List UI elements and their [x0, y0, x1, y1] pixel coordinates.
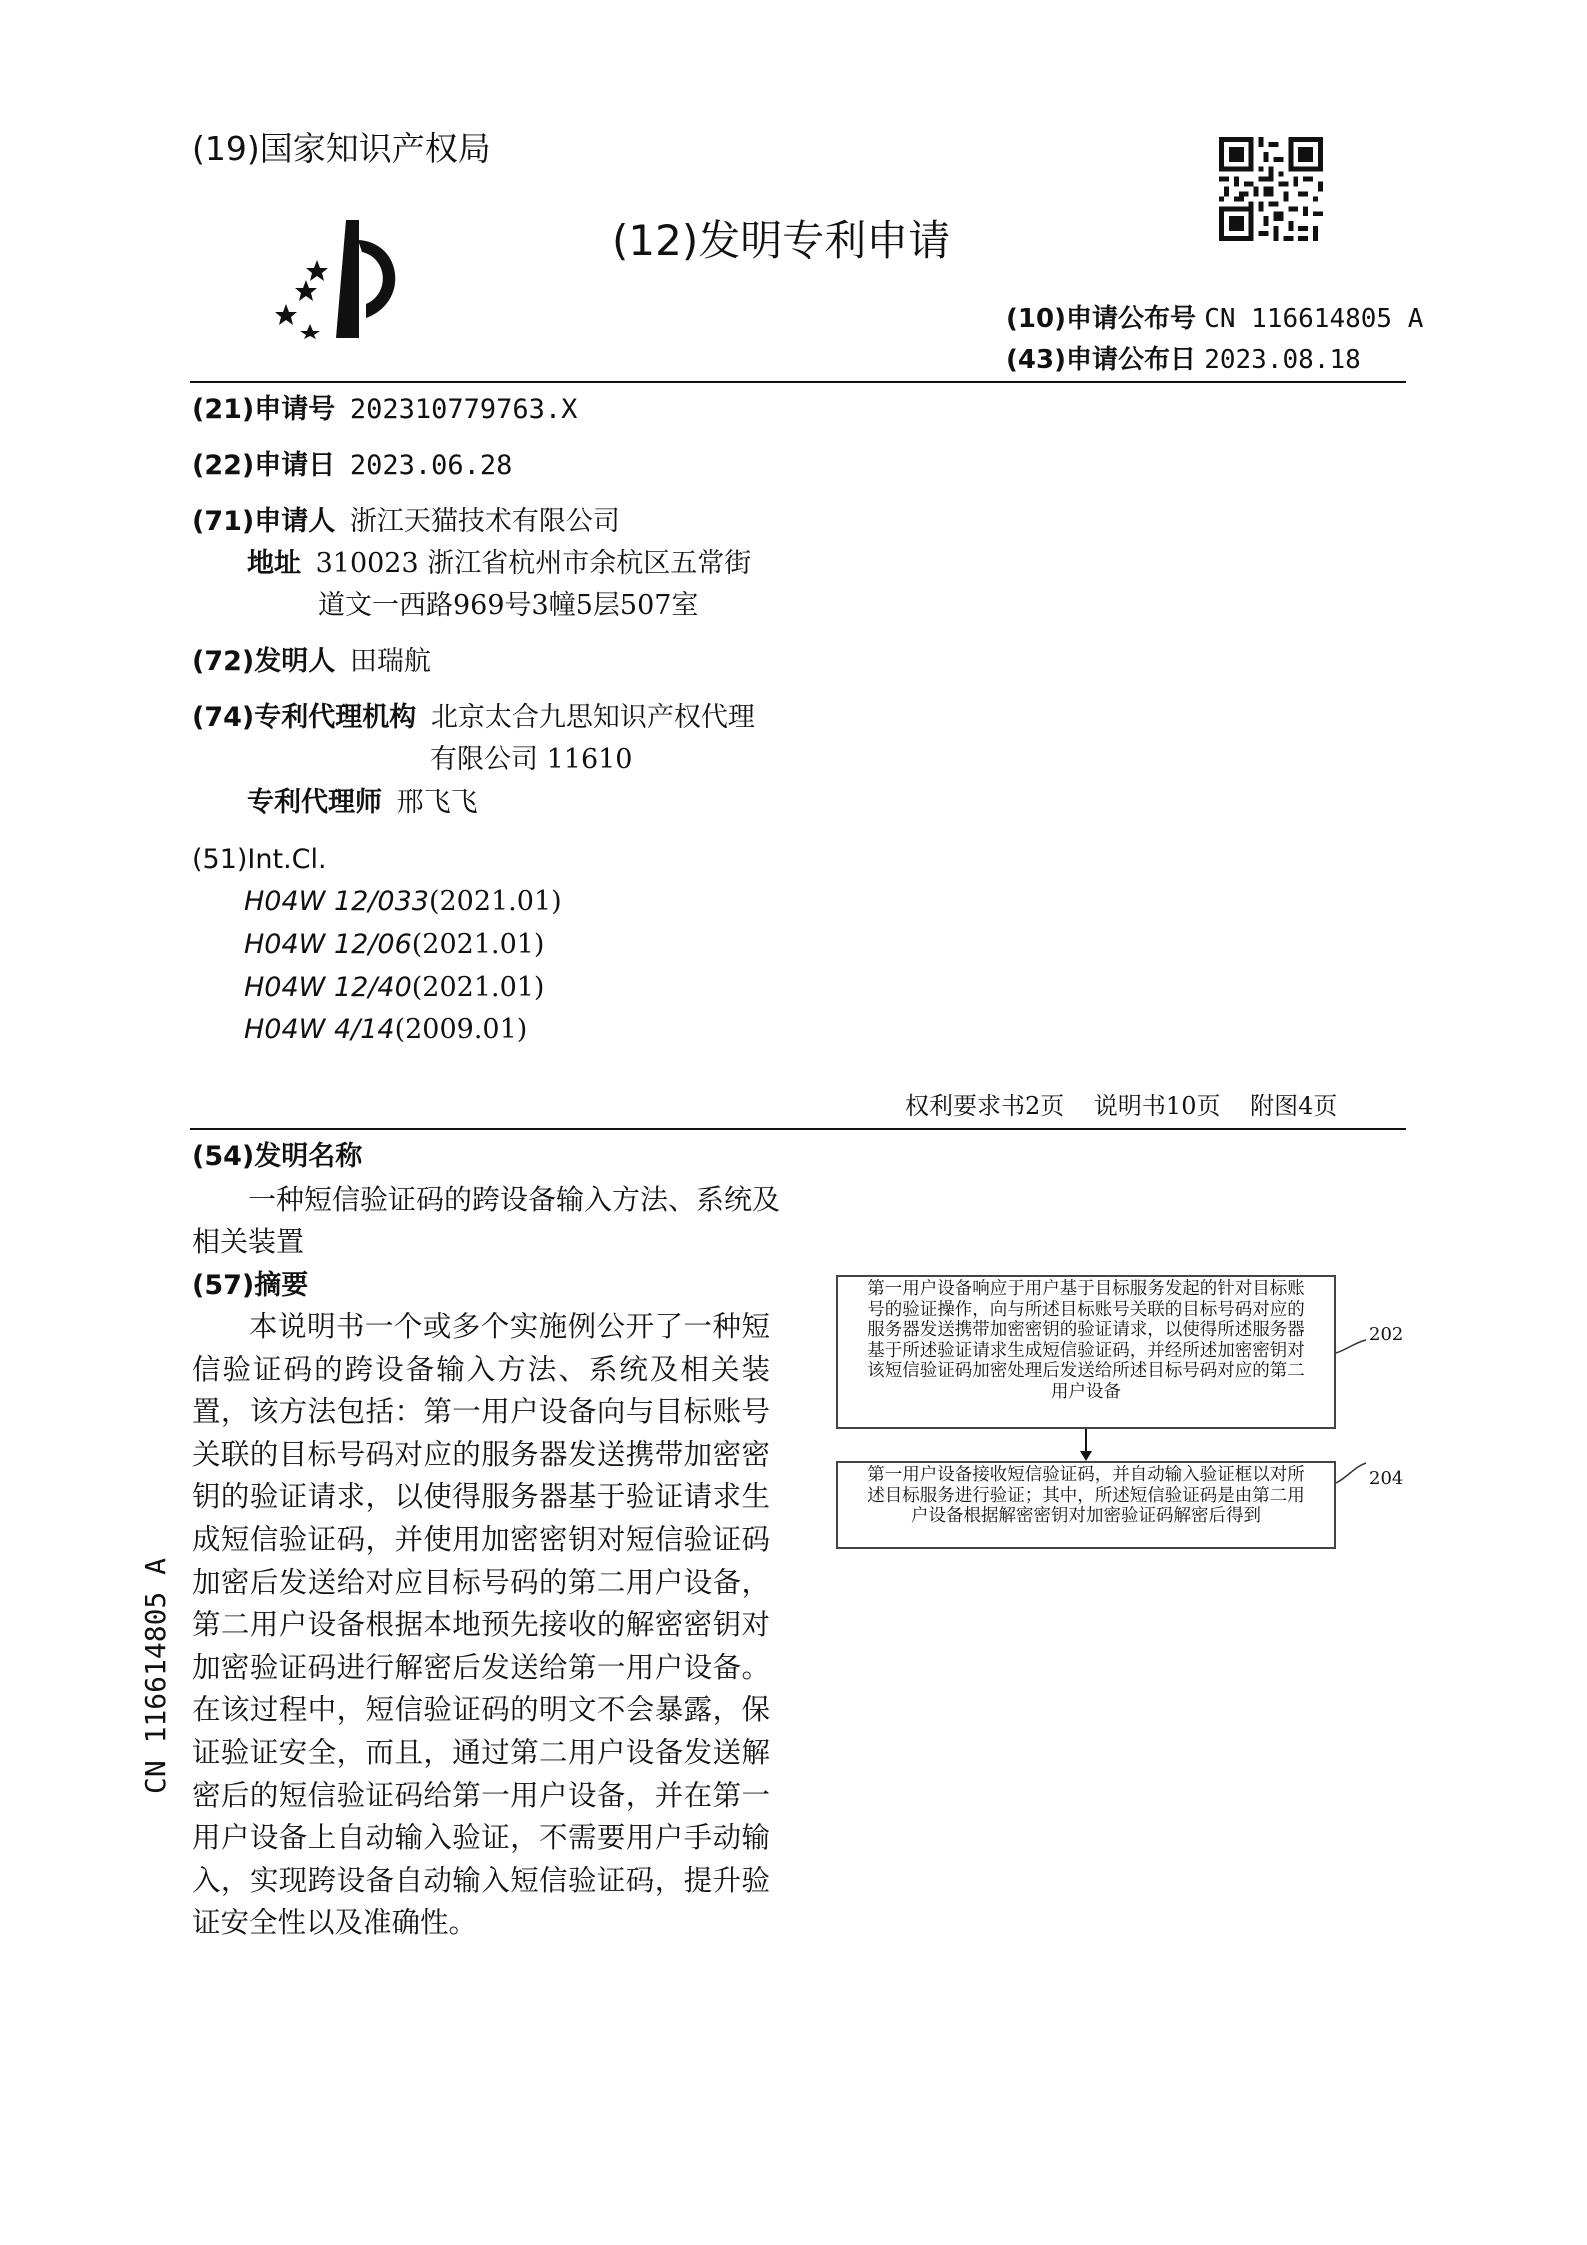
- step-text-line: 号的验证操作，向与所述目标账号关联的目标号码对应的: [867, 1299, 1305, 1320]
- abstract-text: 本说明书一个或多个实施例公开了一种短信验证码的跨设备输入方法、系统及相关装置，该方法包括：第一用户设备向与目标账号关联的目标号码对应的服务器发送携带加密密钥的验证请求，以使得服务器基于验证请求生成短信验证码，并使用加密密钥对短信验证码加密后发送给对应目标号码的第二用户设备，第二用户设备根据本地预先接收的解密密钥对加密验证码进行解密后发送给第一用户设备。在该过程中，短信验证码的明文不会暴露，保证验证安全，而且，通过第二用户设备发送解密后的短信验证码给第一用户设备，并在第一用户设备上自动输入验证，不需要用户手动输入，实现跨设备自动输入短信验证码，提升验证安全性以及准确性。: [192, 1310, 770, 1940]
- classification-version: (2009.01): [394, 1014, 528, 1045]
- applicant-label: (71)申请人: [192, 506, 336, 537]
- classification-version: (2021.01): [411, 972, 545, 1003]
- application-number-label: (21)申请号: [192, 394, 336, 425]
- flow-arrow-icon: [1076, 1429, 1096, 1462]
- step-text-line: 用户设备: [1051, 1381, 1121, 1402]
- header-divider: [190, 381, 1406, 383]
- classification-code: H04W 12/40: [244, 972, 412, 1003]
- step-text-line: 该短信验证码加密处理后发送给所述目标号码对应的第二: [867, 1361, 1305, 1381]
- address-line-1: 310023 浙江省杭州市余杭区五常街: [315, 548, 752, 579]
- classification-version: (2021.01): [428, 886, 562, 917]
- invention-title-label: (54)发明名称: [192, 1141, 363, 1172]
- classification-version: (2021.01): [411, 929, 545, 960]
- step-text-line: 基于所述验证请求生成短信验证码，并经所述加密密钥对: [867, 1340, 1305, 1361]
- invention-title-line-2: 相关装置: [192, 1225, 305, 1258]
- publication-number-label: (10)申请公布号: [1006, 304, 1196, 334]
- invention-title-line-1: 一种短信验证码的跨设备输入方法、系统及: [248, 1183, 781, 1216]
- classification-code: H04W 12/033: [244, 886, 429, 917]
- step-text-line: 第一用户设备接收短信验证码，并自动输入验证框以对所: [867, 1465, 1305, 1485]
- publication-number: CN 116614805 A: [1204, 304, 1424, 334]
- document-type: (12)发明专利申请: [612, 216, 951, 265]
- agent-name: 邢飞飞: [396, 787, 478, 818]
- agent-label: 专利代理师: [247, 787, 382, 818]
- application-date: 2023.06.28: [349, 450, 513, 481]
- page-counts: [905, 1094, 1337, 1118]
- cnipa-logo-icon: [262, 218, 412, 340]
- section-divider: [190, 1128, 1406, 1130]
- address-line-2: 道文一西路969号3幢5层507室: [318, 590, 699, 621]
- inventor-name: 田瑞航: [349, 646, 431, 677]
- reference-leader-lines: [1334, 1325, 1374, 1485]
- agency-label: (74)专利代理机构: [192, 702, 417, 733]
- side-publication-number: CN 116614805 A: [139, 1557, 172, 1794]
- agency-line-2: 有限公司 11610: [430, 744, 633, 775]
- int-cl-label: (51)Int.Cl.: [192, 844, 327, 875]
- step-1-reference: 202: [1369, 1324, 1404, 1345]
- step-text-line: 述目标服务进行验证；其中，所述短信验证码是由第二用: [867, 1485, 1305, 1506]
- step-text-line: 服务器发送携带加密密钥的验证请求，以使得所述服务器: [867, 1320, 1305, 1340]
- abstract-label: (57)摘要: [192, 1270, 309, 1301]
- office-name: (19)国家知识产权局: [192, 129, 491, 168]
- address-label: 地址: [247, 548, 301, 579]
- publication-date: 2023.08.18: [1204, 345, 1361, 375]
- claims-pages: 权利要求书2页: [905, 1092, 1065, 1120]
- step-text-line: 第一用户设备响应于用户基于目标服务发起的针对目标账: [867, 1279, 1305, 1299]
- description-pages: 说明书10页: [1093, 1092, 1221, 1120]
- classification-code: H04W 12/06: [244, 929, 412, 960]
- step-text-line: 户设备根据解密密钥对加密验证码解密后得到: [911, 1506, 1261, 1526]
- classification-code: H04W 4/14: [244, 1014, 395, 1045]
- step-2-reference: 204: [1369, 1468, 1404, 1489]
- applicant-name: 浙江天猫技术有限公司: [349, 506, 620, 537]
- drawings-pages: 附图4页: [1250, 1092, 1338, 1120]
- application-number: 202310779763.X: [349, 394, 578, 425]
- inventor-label: (72)发明人: [192, 646, 336, 677]
- flowchart-step-1: [836, 1275, 1336, 1429]
- flowchart-step-2: [836, 1461, 1336, 1549]
- qr-code-icon: [1218, 137, 1324, 241]
- agency-line-1: 北京太合九思知识产权代理: [430, 702, 755, 733]
- publication-date-label: (43)申请公布日: [1006, 345, 1196, 375]
- application-date-label: (22)申请日: [192, 450, 336, 481]
